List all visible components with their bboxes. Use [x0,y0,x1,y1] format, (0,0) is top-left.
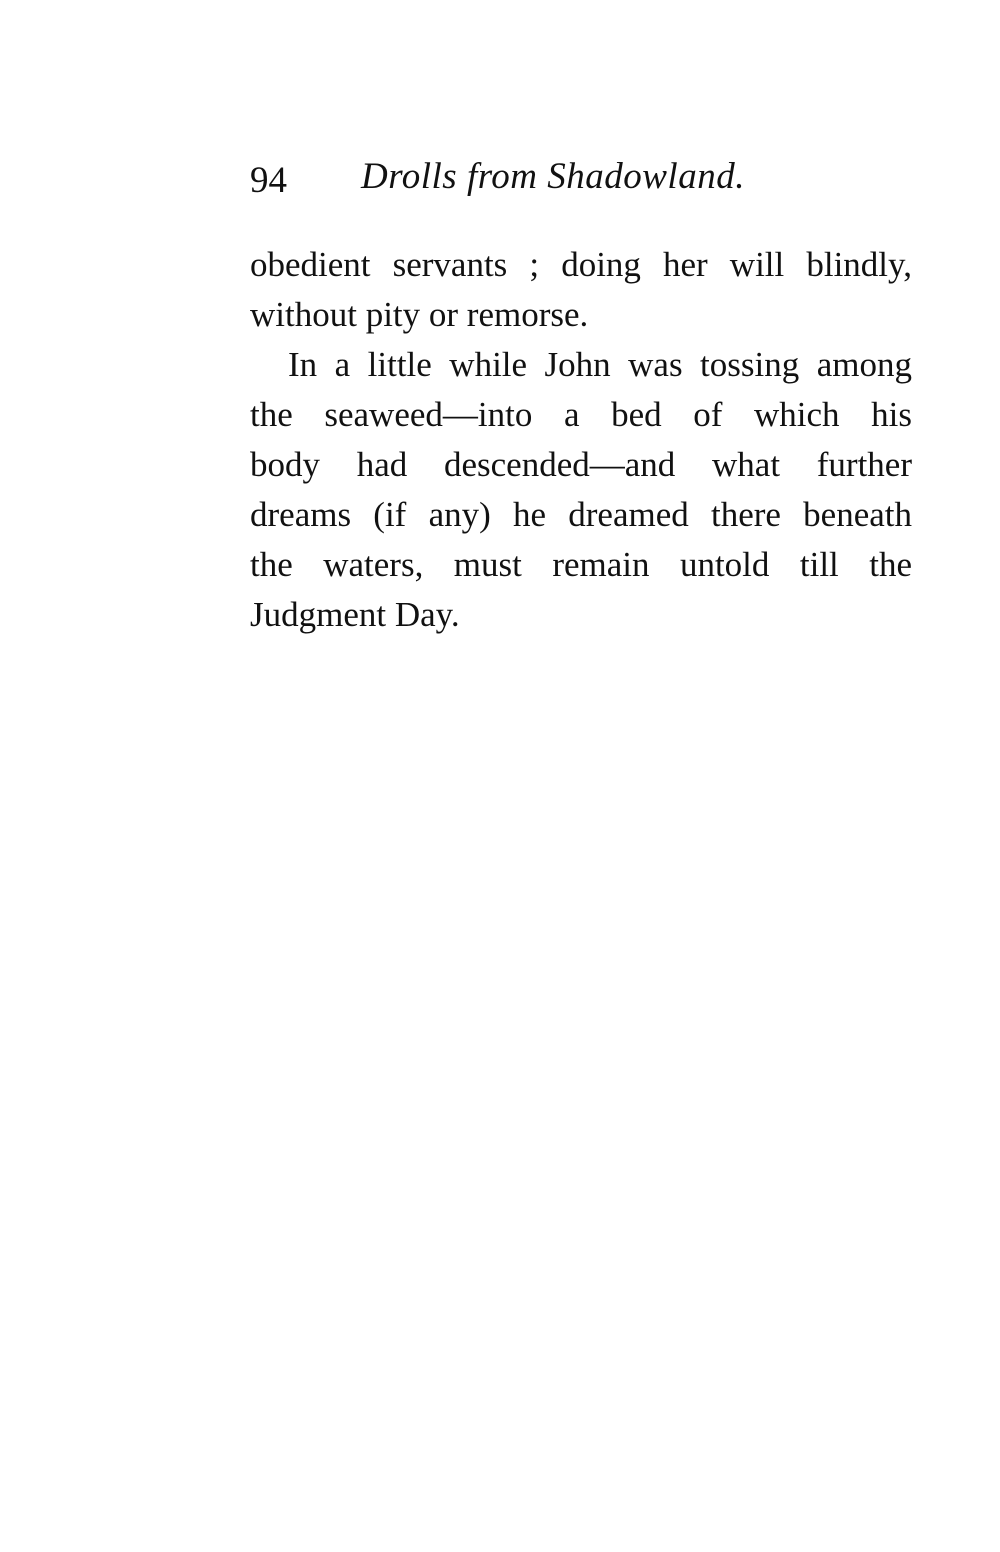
paragraph-first-line: In a little while John was tossing among [288,345,912,384]
text-line: the seaweed—into a bed of which his [250,395,912,434]
page-number: 94 [250,160,287,201]
running-header [250,152,912,202]
text-line: without pity or remorse. [250,295,589,334]
running-title: Drolls from Shadowland. [361,156,745,197]
text-line: obedient servants ; doing her will blindly, [250,245,912,284]
text-line: body had descended—and what further [250,445,912,484]
text-line: dreams (if any) he dreamed there beneath [250,495,912,534]
body-text [250,240,912,640]
text-line: Judgment Day. [250,595,460,634]
text-line: the waters, must remain untold till the [250,545,912,584]
